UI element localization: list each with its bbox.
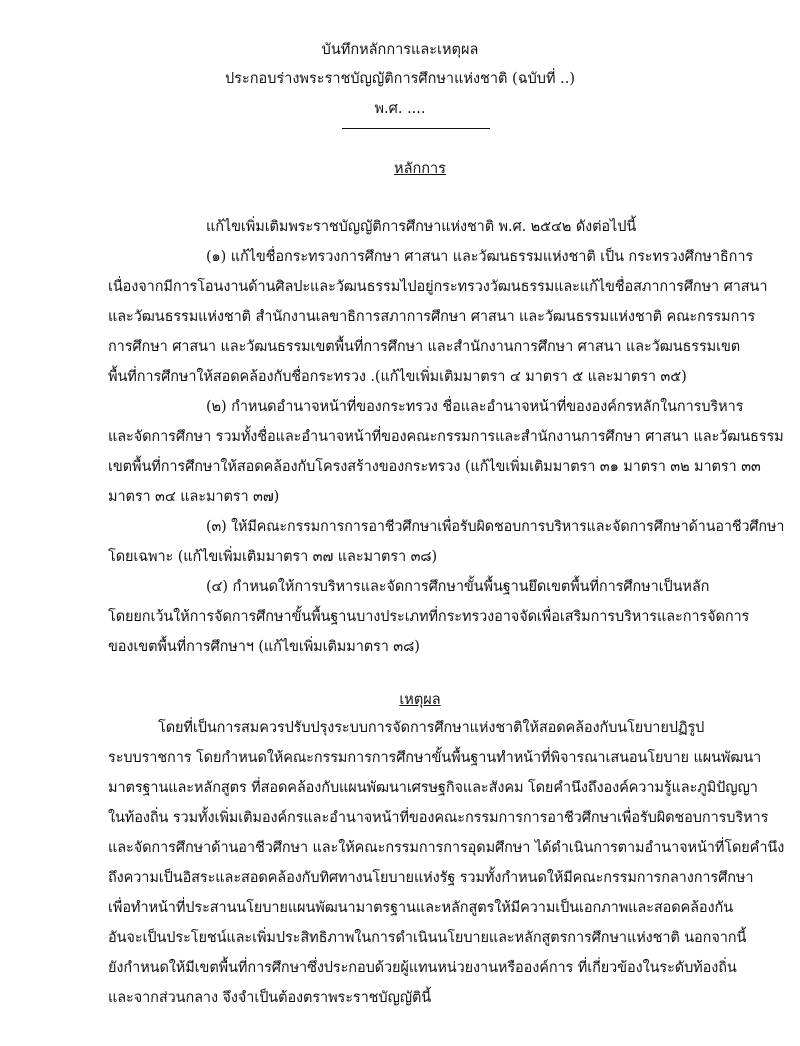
principles-item-1-line: การศึกษา ศาสนา และวัฒนธรรมเขตพื้นที่การศึกษา และสำนักงานการศึกษา ศาสนา และวัฒนธรรมเขต	[108, 339, 741, 355]
principles-item-4-line: โดยยกเว้นให้การจัดการศึกษาขั้นพื้นฐานบางประเภทที่กระทรวงอาจจัดเพื่อเสริมการบริหารและการจัดการ	[108, 609, 750, 625]
principles-intro: แก้ไขเพิ่มเติมพระราชบัญญัติการศึกษาแห่งชาติ พ.ศ. ๒๕๔๒ ดังต่อไปนี้	[206, 219, 637, 235]
principles-item-3-line: โดยเฉพาะ (แก้ไขเพิ่มเติมมาตรา ๓๗ และมาตรา ๓๘)	[108, 549, 438, 565]
reasons-heading: เหตุผล	[399, 692, 441, 708]
reasons-line: และจากส่วนกลาง จึงจำเป็นต้องตราพระราชบัญญัตินี้	[108, 990, 432, 1006]
principles-item-4-line: ของเขตพื้นที่การศึกษาฯ (แก้ไขเพิ่มเติมมาตรา ๓๘)	[108, 639, 420, 655]
principles-item-1-line: และวัฒนธรรมแห่งชาติ สำนักงานเลขาธิการสภาการศึกษา ศาสนา และวัฒนธรรมแห่งชาติ คณะกรรมการ	[108, 309, 756, 325]
principles-item-1-line: เนื่องจากมีการโอนงานด้านศิลปะและวัฒนธรรมไปอยู่กระทรวงวัฒนธรรมและแก้ไขชื่อสภาการศึกษา ศาสนา	[108, 279, 768, 295]
principles-item-2-line: และจัดการศึกษา รวมทั้งชื่อและอำนาจหน้าที่ของคณะกรรมการและสำนักงานการศึกษา ศาสนา และวัฒนธรรม	[108, 429, 784, 445]
reasons-line: ถึงความเป็นอิสระและสอดคล้องกับทิศทางนโยบายแห่งรัฐ รวมทั้งกำหนดให้มีคณะกรรมการกลางการศึกษา	[108, 870, 754, 886]
principles-item-1-line: (๑) แก้ไขชื่อกระทรวงการศึกษา ศาสนา และวัฒนธรรมแห่งชาติ เป็น กระทรวงศึกษาธิการ	[206, 249, 754, 265]
reasons-line: ยังกำหนดให้มีเขตพื้นที่การศึกษาซึ่งประกอบด้วยผู้แทนหน่วยงานหรือองค์การ ที่เกี่ยวข้องในระดับท้องถิ่น	[108, 960, 737, 976]
reasons-line: ในท้องถิ่น รวมทั้งเพิ่มเติมองค์กรและอำนาจหน้าที่ของคณะกรรมการการอาชีวศึกษาเพื่อรับผิดชอบการบริหาร	[108, 810, 769, 826]
reasons-line: ระบบราชการ โดยกำหนดให้คณะกรรมการการศึกษาขั้นพื้นฐานทำหน้าที่พิจารณาเสนอนโยบาย แผนพัฒนา	[108, 750, 762, 766]
reasons-line: มาตรฐานและหลักสูตร ที่สอดคล้องกับแผนพัฒนาเศรษฐกิจและสังคม โดยคำนึงถึงองค์ความรู้และภูมิปัญญา	[108, 780, 758, 796]
principles-item-2-line: (๒) กำหนดอำนาจหน้าที่ของกระทรวง ชื่อและอำนาจหน้าที่ขององค์กรหลักในการบริหาร	[206, 399, 744, 415]
principles-item-4-line: (๔) กำหนดให้การบริหารและจัดการศึกษาขั้นพื้นฐานยึดเขตพื้นที่การศึกษาเป็นหลัก	[206, 579, 710, 595]
reasons-line: โดยที่เป็นการสมควรปรับปรุงระบบการจัดการศึกษาแห่งชาติให้สอดคล้องกับนโยบายปฏิรูป	[158, 720, 705, 736]
principles-heading: หลักการ	[394, 161, 446, 177]
reasons-line: และจัดการศึกษาด้านอาชีวศึกษา และให้คณะกรรมการการอุดมศึกษา ได้ดำเนินการตามอำนาจหน้าที่โดยคำนึง	[108, 840, 785, 856]
document-year: พ.ศ. ....	[374, 101, 426, 117]
title-divider	[342, 128, 490, 129]
principles-item-2-line: มาตรา ๓๔ และมาตรา ๓๗)	[108, 489, 280, 505]
principles-item-2-line: เขตพื้นที่การศึกษาให้สอดคล้องกับโครงสร้างของกระทรวง (แก้ไขเพิ่มเติมมาตรา ๓๑ มาตรา ๓๒ มาตรา ๓๓	[108, 459, 761, 475]
principles-item-3-line: (๓) ให้มีคณะกรรมการการอาชีวศึกษาเพื่อรับผิดชอบการบริหารและจัดการศึกษาด้านอาชีวศึกษา	[206, 519, 785, 535]
reasons-line: อันจะเป็นประโยชน์และเพิ่มประสิทธิภาพในการดำเนินนโยบายและหลักสูตรการศึกษาแห่งชาติ นอกจากนี้	[108, 930, 747, 946]
principles-item-1-line: พื้นที่การศึกษาให้สอดคล้องกับชื่อกระทรวง .(แก้ไขเพิ่มเติมมาตรา ๔ มาตรา ๕ และมาตรา ๓๕)	[108, 369, 687, 385]
document-subtitle: ประกอบร่างพระราชบัญญัติการศึกษาแห่งชาติ (ฉบับที่ ..)	[224, 71, 576, 87]
document-title: บันทึกหลักการและเหตุผล	[321, 42, 479, 58]
reasons-line: เพื่อทำหน้าที่ประสานนโยบายแผนพัฒนามาตรฐานและหลักสูตรให้มีความเป็นเอกภาพและสอดคล้องกัน	[108, 900, 734, 916]
